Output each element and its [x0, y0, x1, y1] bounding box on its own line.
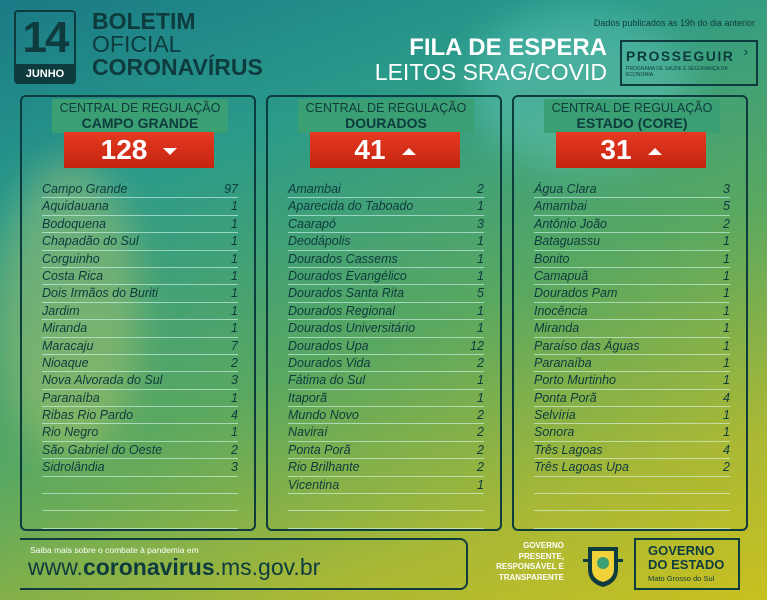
city-count: 2: [231, 442, 238, 457]
city-name: Selvíria: [534, 408, 576, 423]
city-count: 4: [723, 442, 730, 457]
empty-row: [42, 477, 238, 494]
city-count: 4: [723, 390, 730, 405]
city-name: Paranaíba: [42, 390, 100, 405]
central-label: [52, 99, 228, 133]
empty-row: [288, 494, 484, 511]
city-count: 4: [231, 408, 238, 423]
total-count-box: [556, 132, 706, 168]
city-count: 1: [723, 338, 730, 353]
list-item: [288, 424, 484, 441]
list-item: [288, 459, 484, 476]
list-item: [288, 233, 484, 250]
city-name: Vicentina: [288, 477, 340, 492]
list-item: [288, 372, 484, 389]
queue-heading-line-1: FILA DE ESPERA: [409, 34, 607, 61]
central-name: ESTADO (CORE): [576, 115, 688, 131]
city-count: 1: [231, 199, 238, 214]
city-count: 2: [723, 216, 730, 231]
logo-line-1: GOVERNO: [648, 543, 715, 558]
list-item: [42, 198, 238, 215]
city-name: Dois Irmãos do Buriti: [42, 286, 159, 301]
city-count: 1: [723, 303, 730, 318]
city-count: 1: [231, 425, 238, 440]
footer-caption: Saiba mais sobre o combate à pandemia em: [30, 545, 199, 555]
list-item: [42, 181, 238, 198]
city-count: 1: [477, 321, 484, 336]
city-name: Rio Brilhante: [288, 460, 360, 475]
arrow-down-icon: [163, 148, 177, 155]
list-item: [42, 251, 238, 268]
motto-line-2: PRESENTE,: [518, 551, 564, 561]
city-count: 12: [470, 338, 484, 353]
city-name: Dourados Cassems: [288, 251, 398, 266]
list-item: [42, 424, 238, 441]
motto-line-1: GOVERNO: [523, 541, 564, 550]
list-item: [288, 442, 484, 459]
empty-row: [534, 511, 730, 528]
empty-row: [42, 494, 238, 511]
list-item: [288, 216, 484, 233]
city-name: Aparecida do Taboado: [288, 199, 414, 214]
city-count: 1: [231, 321, 238, 336]
city-name: Ponta Porã: [534, 390, 597, 405]
list-item: [288, 338, 484, 355]
date-box: [14, 10, 76, 84]
city-name: Deodápolis: [288, 234, 351, 249]
city-count: 1: [477, 268, 484, 283]
queue-heading: [375, 36, 607, 84]
month-label: JUNHO: [16, 64, 74, 84]
list-item: [534, 338, 730, 355]
list-item: [534, 442, 730, 459]
arrow-up-icon: [648, 148, 662, 155]
city-name: Corguinho: [42, 251, 100, 266]
city-name: Ponta Porã: [288, 442, 351, 457]
total-count: 31: [600, 134, 632, 165]
government-motto: [472, 541, 564, 583]
city-count: 1: [231, 234, 238, 249]
list-item: [42, 216, 238, 233]
list-item: [534, 407, 730, 424]
list-item: [534, 424, 730, 441]
city-count: 1: [231, 268, 238, 283]
city-count: 1: [231, 251, 238, 266]
arrow-up-icon: [402, 148, 416, 155]
list-item: [42, 233, 238, 250]
list-item: [534, 320, 730, 337]
city-name: Três Lagoas Upa: [534, 460, 629, 475]
city-count: 1: [723, 355, 730, 370]
panel-estado-core: [512, 95, 748, 531]
city-list: [288, 181, 484, 529]
city-name: Nioaque: [42, 355, 89, 370]
website-link[interactable]: [28, 554, 320, 581]
total-count-box: [310, 132, 460, 168]
city-count: 1: [477, 199, 484, 214]
published-note: Dados publicados as 19h do dia anterior: [593, 18, 755, 28]
empty-row: [288, 511, 484, 528]
list-item: [42, 459, 238, 476]
list-item: [288, 477, 484, 494]
list-item: [534, 459, 730, 476]
central-label: [298, 99, 474, 133]
city-count: 1: [231, 216, 238, 231]
city-name: São Gabriel do Oeste: [42, 442, 163, 457]
list-item: [42, 320, 238, 337]
bulletin-title: [92, 10, 263, 79]
day-number: 14: [22, 13, 68, 62]
city-name: Mundo Novo: [288, 408, 359, 423]
city-name: Dourados Vida: [288, 355, 371, 370]
city-count: 1: [723, 234, 730, 249]
city-name: Camapuã: [534, 268, 589, 283]
title-line-1: BOLETIM: [92, 8, 196, 34]
city-name: Fátima do Sul: [288, 373, 366, 388]
city-count: 2: [477, 355, 484, 370]
list-item: [288, 285, 484, 302]
list-item: [42, 285, 238, 302]
city-name: Amambai: [534, 199, 587, 214]
city-count: 1: [723, 408, 730, 423]
central-label-text: CENTRAL DE REGULAÇÃO: [551, 101, 713, 115]
url-suffix: .ms.gov.br: [214, 554, 321, 580]
government-logo: [634, 538, 740, 590]
panel-campo-grande: [20, 95, 256, 531]
city-name: Dourados Evangélico: [288, 268, 407, 283]
logo-line-2: DO ESTADO: [648, 557, 725, 572]
city-count: 1: [477, 303, 484, 318]
list-item: [534, 268, 730, 285]
city-count: 5: [723, 199, 730, 214]
title-line-3: CORONAVÍRUS: [92, 54, 263, 80]
list-item: [288, 320, 484, 337]
city-count: 1: [231, 390, 238, 405]
state-seal-icon: [578, 539, 628, 589]
city-name: Rio Negro: [42, 425, 99, 440]
url-domain: coronavirus: [82, 554, 215, 580]
list-item: [288, 198, 484, 215]
url-prefix: www.: [28, 554, 83, 580]
list-item: [42, 390, 238, 407]
city-count: 3: [723, 182, 730, 196]
empty-row: [534, 477, 730, 494]
central-label-text: CENTRAL DE REGULAÇÃO: [59, 101, 221, 115]
city-count: 2: [477, 182, 484, 196]
city-count: 1: [723, 268, 730, 283]
list-item: [42, 338, 238, 355]
city-name: Campo Grande: [42, 182, 128, 196]
list-item: [42, 407, 238, 424]
city-list: [42, 181, 238, 529]
city-count: 1: [477, 390, 484, 405]
city-name: Dourados Santa Rita: [288, 286, 405, 301]
panel-dourados: [266, 95, 502, 531]
title-line-2: OFICIAL: [92, 31, 182, 57]
city-count: 1: [231, 303, 238, 318]
city-name: Inocência: [534, 303, 588, 318]
logo-line-3: Mato Grosso do Sul: [648, 574, 715, 583]
city-count: 1: [477, 477, 484, 492]
list-item: [42, 268, 238, 285]
city-count: 3: [231, 373, 238, 388]
city-name: Sidrolândia: [42, 460, 105, 475]
list-item: [288, 268, 484, 285]
city-name: Jardim: [42, 303, 80, 318]
city-count: 3: [231, 460, 238, 475]
city-name: Paraíso das Águas: [534, 338, 640, 353]
list-item: [288, 181, 484, 198]
city-count: 1: [477, 373, 484, 388]
central-name: CAMPO GRANDE: [81, 115, 199, 131]
city-count: 1: [477, 251, 484, 266]
city-name: Paranaíba: [534, 355, 592, 370]
city-count: 1: [231, 286, 238, 301]
total-count: 128: [100, 134, 148, 165]
city-name: Itaporã: [288, 390, 327, 405]
queue-heading-line-2: LEITOS SRAG/COVID: [374, 59, 607, 85]
city-list: [534, 181, 730, 529]
city-name: Caarapó: [288, 216, 336, 231]
total-count-box: [64, 132, 214, 168]
list-item: [288, 251, 484, 268]
city-name: Dourados Universitário: [288, 321, 416, 336]
city-name: Nova Alvorada do Sul: [42, 373, 163, 388]
city-name: Sonora: [534, 425, 575, 440]
city-count: 2: [477, 425, 484, 440]
prosseguir-logo-subtitle: PROGRAMA DE SAÚDE E SEGURANÇA DA ECONOMIA: [626, 66, 728, 78]
city-count: 2: [477, 442, 484, 457]
motto-line-4: TRANSPARENTE: [498, 572, 564, 582]
empty-row: [42, 511, 238, 528]
city-name: Bonito: [534, 251, 570, 266]
list-item: [534, 285, 730, 302]
list-item: [534, 181, 730, 198]
list-item: [288, 407, 484, 424]
list-item: [534, 198, 730, 215]
list-item: [42, 372, 238, 389]
city-count: 5: [477, 286, 484, 301]
city-name: Chapadão do Sul: [42, 234, 139, 249]
city-count: 3: [477, 216, 484, 231]
city-count: 2: [231, 355, 238, 370]
city-count: 7: [231, 338, 238, 353]
list-item: [534, 390, 730, 407]
city-count: 1: [723, 425, 730, 440]
motto-line-3: RESPONSÁVEL E: [496, 562, 564, 571]
city-name: Naviraí: [288, 425, 328, 440]
list-item: [42, 442, 238, 459]
list-item: [42, 355, 238, 372]
city-count: 1: [723, 373, 730, 388]
city-count: 1: [723, 286, 730, 301]
list-item: [534, 372, 730, 389]
chevron-right-icon: ›: [743, 44, 748, 59]
empty-row: [534, 494, 730, 511]
footer-bar: [20, 538, 468, 590]
city-count: 2: [477, 460, 484, 475]
list-item: [288, 390, 484, 407]
list-item: [534, 303, 730, 320]
city-count: 2: [477, 408, 484, 423]
list-item: [288, 303, 484, 320]
city-name: Três Lagoas: [534, 442, 603, 457]
list-item: [534, 251, 730, 268]
city-name: Antônio João: [534, 216, 607, 231]
central-label: [544, 99, 720, 133]
list-item: [534, 233, 730, 250]
central-label-text: CENTRAL DE REGULAÇÃO: [305, 101, 467, 115]
city-count: 97: [224, 182, 238, 196]
city-name: Água Clara: [534, 182, 597, 196]
city-count: 1: [723, 251, 730, 266]
central-name: DOURADOS: [345, 115, 427, 131]
list-item: [534, 355, 730, 372]
city-name: Miranda: [42, 321, 88, 336]
city-name: Ribas Rio Pardo: [42, 408, 134, 423]
city-name: Dourados Upa: [288, 338, 369, 353]
city-count: 1: [723, 321, 730, 336]
city-name: Maracaju: [42, 338, 94, 353]
prosseguir-logo: [620, 40, 758, 86]
city-count: 1: [477, 234, 484, 249]
city-name: Porto Murtinho: [534, 373, 616, 388]
total-count: 41: [354, 134, 386, 165]
city-name: Bataguassu: [534, 234, 601, 249]
city-name: Miranda: [534, 321, 580, 336]
city-name: Amambai: [288, 182, 341, 196]
city-count: 2: [723, 460, 730, 475]
list-item: [534, 216, 730, 233]
city-name: Costa Rica: [42, 268, 104, 283]
list-item: [288, 355, 484, 372]
city-name: Dourados Pam: [534, 286, 618, 301]
city-name: Dourados Regional: [288, 303, 396, 318]
city-name: Aquidauana: [42, 199, 109, 214]
city-name: Bodoquena: [42, 216, 106, 231]
prosseguir-logo-text: PROSSEGUIR: [626, 48, 735, 64]
list-item: [42, 303, 238, 320]
